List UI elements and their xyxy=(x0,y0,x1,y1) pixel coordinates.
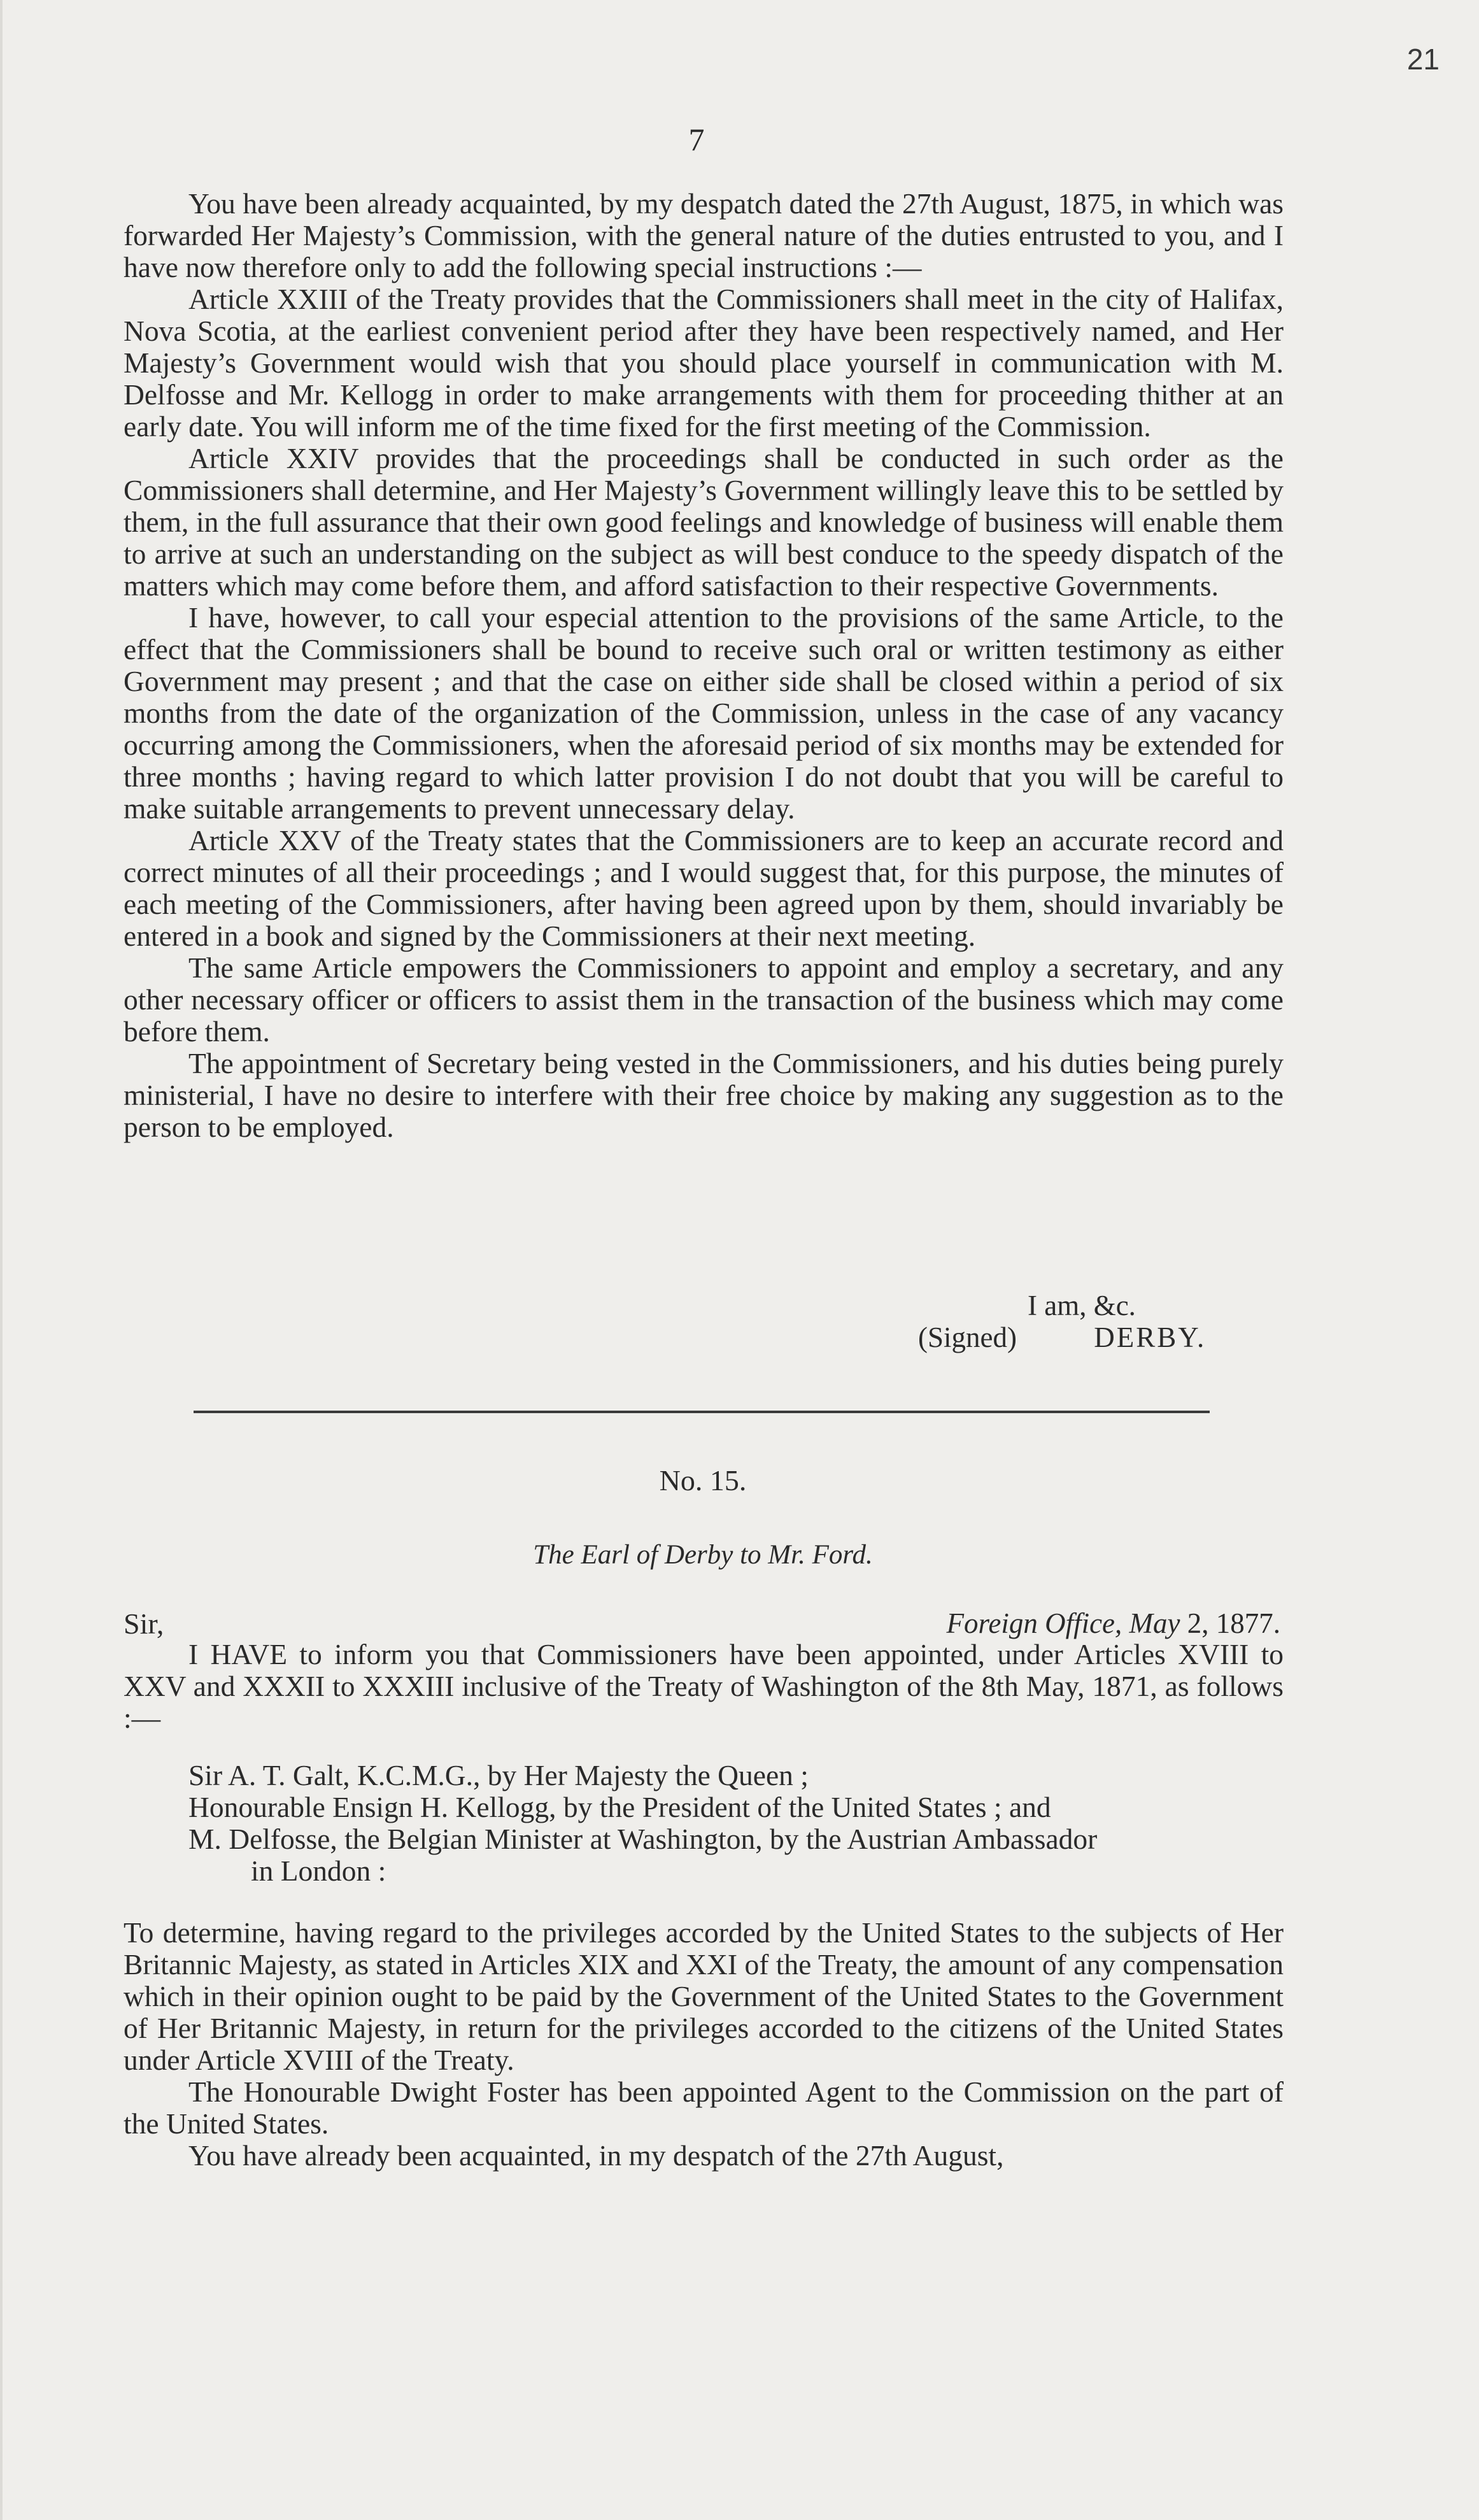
commissioners-list xyxy=(188,1760,1290,1887)
paragraph: I have, however, to call your especial attention to the provisions of the same Article, to the effect that the Commissioners shall be bound to receive such oral or written testimony as either Government may present ; and that the case on either side shall be closed within a period of six months from the date of the organization of the Commission, unless in the case of any vacancy occurring among the Commissioners, when the aforesaid period of six months may be extended for three months ; having regard to which latter provision I do not doubt that you will be careful to make suitable arrangements to prevent unnecessary delay. xyxy=(124,601,1284,825)
section-divider xyxy=(194,1411,1210,1413)
paragraph: The appointment of Secretary being vested in the Commissioners, and his duties being purely ministerial, I have no desire to interfere with their free choice by making any suggestion as to the person to be employed. xyxy=(124,1047,1284,1143)
archive-page-number: 21 xyxy=(1406,43,1440,76)
signer-name: DERBY. xyxy=(1094,1321,1207,1353)
paragraph: Article XXIV provides that the proceedings shall be conducted in such order as the Commissioners shall determine, and Her Majesty’s Government willingly leave this to be settled by them, in the full assurance that their own good feelings and knowledge of business will enable them to arrive at such an understanding on the subject as will best conduce to the speedy dispatch of the matters which may come before them, and afford satisfaction to their respective Governments. xyxy=(124,442,1284,602)
document-number: No. 15. xyxy=(659,1464,747,1497)
paragraph: Article XXIII of the Treaty provides that the Commissioners shall meet in the city of Halifax, Nova Scotia, at the earliest convenient period after they have been respectively named, and Her Majesty’s Government would wish that you should place yourself in communication with M. Delfosse and Mr. Kellogg in order to make arrangements with them for proceeding thither at an early date. You will inform me of the time fixed for the first meeting of the Commission. xyxy=(124,283,1284,443)
list-item-continuation: in London : xyxy=(251,1854,386,1887)
date-place: Foreign Office, xyxy=(946,1607,1122,1639)
paragraph: You have already been acquainted, in my despatch of the 27th August, xyxy=(188,2139,1004,2172)
salutation: Sir, xyxy=(124,1607,164,1640)
paragraph: Article XXV of the Treaty states that the Commissioners are to keep an accurate record and correct minutes of all their proceedings ; and I would suggest that, for this purpose, the minutes of each meeting of the Commissioners, after having been agreed upon by them, should invariably be entered in a book and signed by the Commissioners at their next meeting. xyxy=(124,824,1284,952)
paragraph: The same Article empowers the Commissioners to appoint and employ a secretary, and any other necessary officer or officers to assist them in the transaction of the business which may come before them. xyxy=(124,951,1284,1048)
closing: I am, &c. xyxy=(1028,1290,1136,1321)
paragraph: To determine, having regard to the privileges accorded by the United States to the subjects of Her Britannic Majesty, as stated in Articles XIX and XXI of the Treaty, the amount of any compensation which in their opinion ought to be paid by the Government of the United States to the Government of Her Britannic Majesty, in return for the privileges accorded to the citizens of the United States under Article XVIII of the Treaty. xyxy=(124,1916,1284,2076)
signature-block xyxy=(918,1290,1300,1353)
date-month: May xyxy=(1129,1607,1180,1639)
letter-subtitle: The Earl of Derby to Mr. Ford. xyxy=(533,1540,873,1570)
paragraph: I HAVE to inform you that Commissioners have been appointed, under Articles XVIII to XXV and XXXII to XXXIII inclusive of the Treaty of Washington of the 8th May, 1871, as follows :— xyxy=(124,1638,1284,1734)
list-item: M. Delfosse, the Belgian Minister at Washington, by the Austrian Ambassador xyxy=(188,1823,1098,1855)
date-rest: 2, 1877. xyxy=(1187,1607,1280,1639)
despatch-body-part1 xyxy=(124,188,1284,1143)
letter-body-part3 xyxy=(124,1917,1284,2172)
paragraph: The Honourable Dwight Foster has been appointed Agent to the Commission on the part of the United States. xyxy=(124,2075,1284,2140)
page-number: 7 xyxy=(688,122,705,157)
list-item: Honourable Ensign H. Kellogg, by the President of the United States ; and xyxy=(188,1791,1051,1823)
list-item: Sir A. T. Galt, K.C.M.G., by Her Majesty the Queen ; xyxy=(188,1759,809,1791)
letter-body-intro xyxy=(124,1639,1284,1734)
dateline xyxy=(947,1607,1280,1640)
paragraph: You have been already acquainted, by my despatch dated the 27th August, 1875, in which was forwarded Her Majesty’s Commission, with the general nature of the duties entrusted to you, and I have now therefore only to add the following special instructions :— xyxy=(124,187,1284,283)
signed-label: (Signed) xyxy=(918,1321,1017,1353)
